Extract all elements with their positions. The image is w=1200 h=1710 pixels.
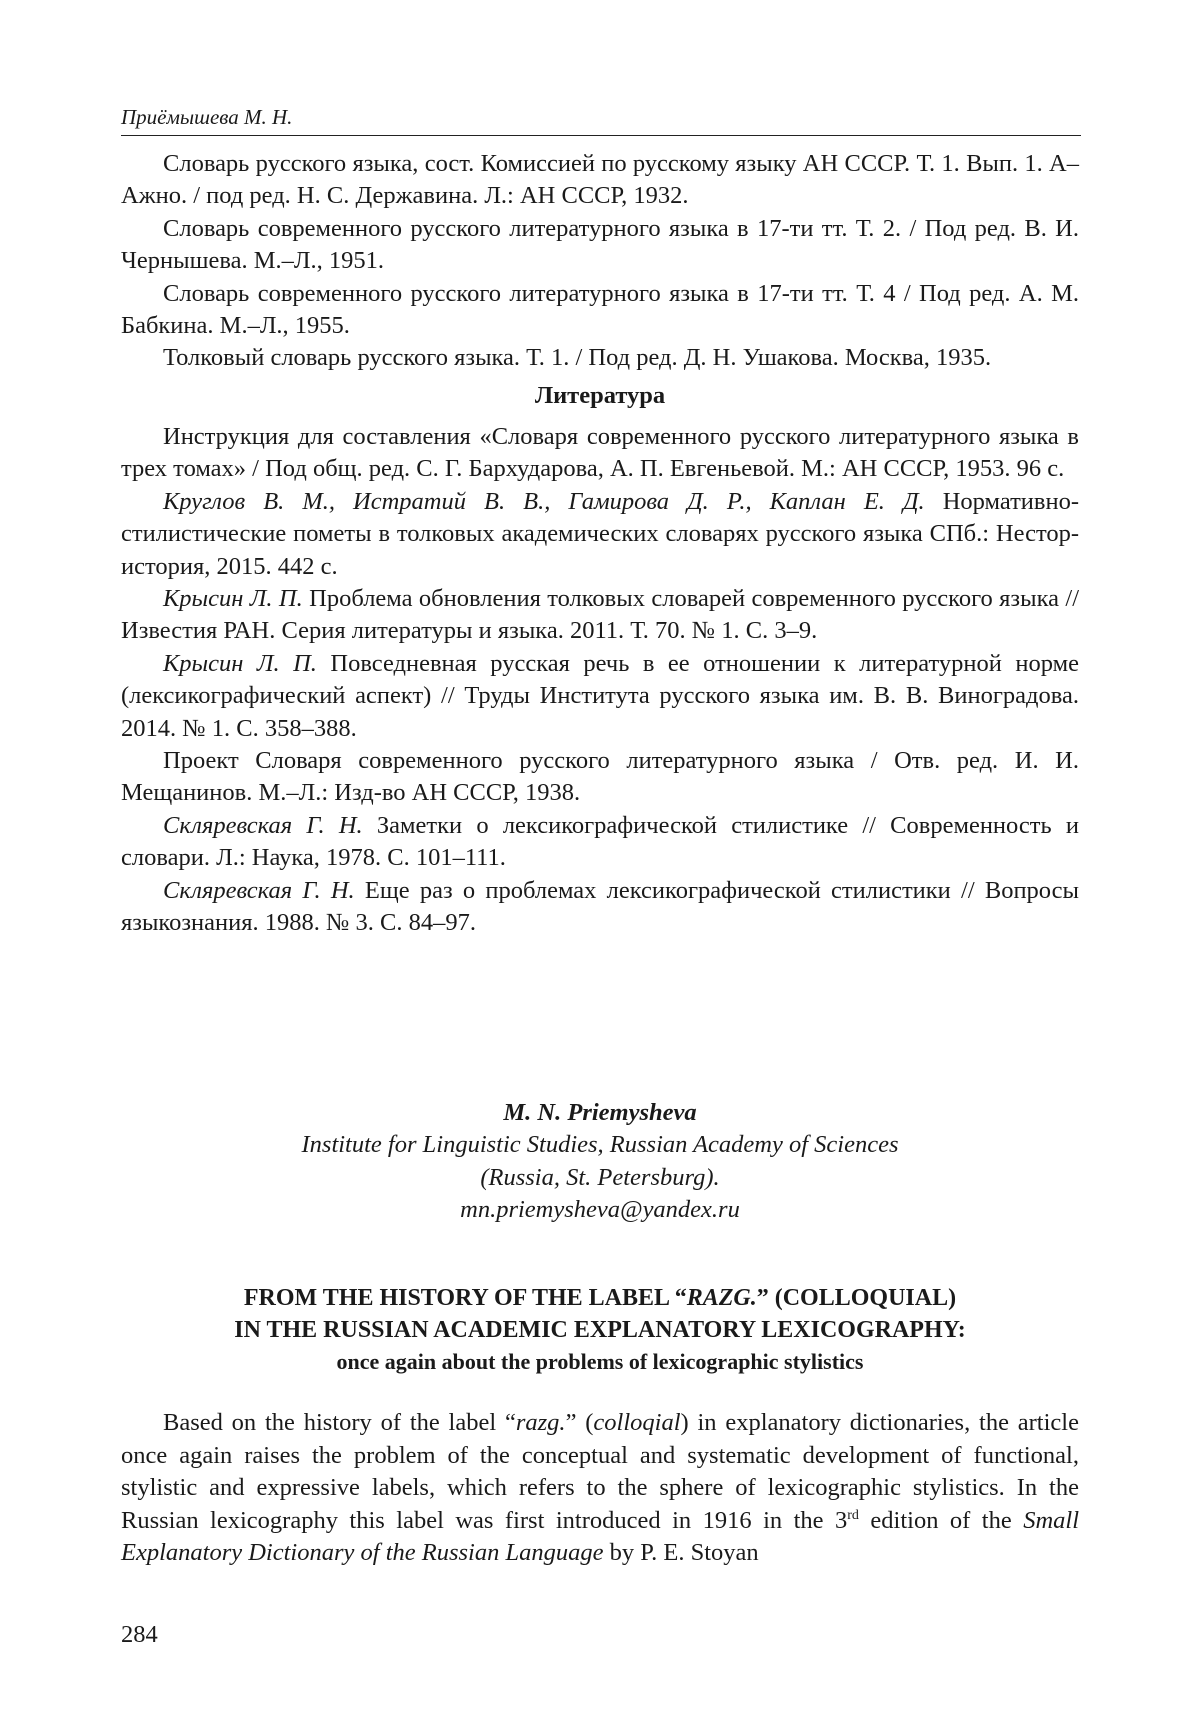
reference-entry <box>121 583 1079 648</box>
running-head: Приёмышева М. Н. <box>121 105 293 129</box>
author-block <box>121 1097 1079 1227</box>
reference-authors: Круглов В. М., Истратий В. В., Гамирова Д. Р., Каплан Е. Д. <box>163 487 925 515</box>
abstract-italic: Small Explanatory Dictionary of the Russian Language <box>121 1506 1079 1567</box>
reference-entry <box>121 486 1079 583</box>
sources-list <box>121 148 1079 375</box>
title-part: ” (COLLOQUIAL) <box>756 1285 957 1311</box>
reference-text: Заметки о лексикографической стилистике // Современность и словари. Л.: Наука, 1978. С. 101–111. <box>121 811 1079 872</box>
abstract-italic: colloqial <box>593 1409 681 1436</box>
abstract <box>121 1407 1079 1570</box>
abstract-text: ) in explanatory dictionaries, the article once again raises the problem of the conceptual and systematic development of functional, stylistic and expressive labels, which refers to the sphere of lexicographic stylistics. In the Russian lexicography this label was first introduced in 1916 in the 3 <box>121 1409 1079 1534</box>
reference-text: Повседневная русская речь в ее отношении к литературной норме (лексикографический аспект) // Труды Института русского языка им. В. В. Виноградова. 2014. № 1. С. 358–388. <box>121 649 1079 742</box>
article-title <box>121 1282 1079 1377</box>
page-number: 284 <box>121 1621 158 1648</box>
author-email: mn.priemysheva@yandex.ru <box>460 1196 740 1224</box>
reference-entry <box>121 421 1079 486</box>
title-label: RAZG. <box>686 1285 757 1311</box>
abstract-italic: razg. <box>515 1409 566 1436</box>
reference-text: Проект Словаря современного русского литературного языка / Отв. ред. И. И. Мещанинов. М.–Л.: Изд-во АН СССР, 1938. <box>121 747 1079 807</box>
abstract-text: by P. E. Stoyan <box>603 1539 759 1567</box>
author-institution: Institute for Linguistic Studies, Russian Academy of Sciences <box>301 1131 899 1159</box>
reference-entry <box>121 810 1079 875</box>
reference-text: Нормативно-стилистические пометы в толковых академических словарях русского языка СПб.: Нестор-история, 2015. 442 с. <box>121 487 1079 580</box>
abstract-text: ” ( <box>565 1409 594 1436</box>
source-entry: Толковый словарь русского языка. Т. 1. / Под ред. Д. Н. Ушакова. Москва, 1935. <box>163 344 992 372</box>
abstract-text: edition of the <box>858 1506 1024 1534</box>
source-entry: Словарь русского языка, сост. Комиссией по русскому языку АН СССР. Т. 1. Вып. 1. А–Ажно. / под ред. Н. С. Державина. Л.: АН СССР, 1932. <box>121 150 1079 210</box>
reference-entry <box>121 875 1079 940</box>
source-entry: Словарь современного русского литературного языка в 17-ти тт. Т. 2. / Под ред. В. И. Чернышева. М.–Л., 1951. <box>121 214 1079 275</box>
article-title-line-2: IN THE RUSSIAN ACADEMIC EXPLANATORY LEXICOGRAPHY: <box>234 1317 966 1344</box>
reference-text: Проблема обновления толковых словарей современного русского языка // Известия РАН. Серия литературы и языка. 2011. Т. 70. № 1. С. 3–9. <box>121 585 1079 645</box>
abstract-text: Based on the history of the label “ <box>163 1409 516 1436</box>
reference-entry <box>121 648 1079 745</box>
header-rule <box>121 135 1081 136</box>
source-entry: Словарь современного русского литературного языка в 17-ти тт. Т. 4 / Под ред. А. М. Бабкина. М.–Л., 1955. <box>121 279 1079 340</box>
reference-text: Еще раз о проблемах лексикографической стилистики // Вопросы языкознания. 1988. № 3. С. 84–97. <box>121 876 1080 937</box>
abstract-paragraph <box>121 1407 1079 1570</box>
reference-authors: Крысин Л. П. <box>163 649 317 677</box>
abstract-superscript: rd <box>847 1507 859 1523</box>
reference-authors: Крысин Л. П. <box>163 585 303 613</box>
author-location: (Russia, St. Petersburg). <box>480 1163 720 1191</box>
literature-list <box>121 421 1079 940</box>
reference-authors: Скляревская Г. Н. <box>163 876 355 904</box>
reference-text: Инструкция для составления «Словаря современного русского литературного языка в трех томах» / Под общ. ред. С. Г. Бархударова, А. П. Евгеньевой. М.: АН СССР, 1953. 96 с. <box>121 423 1079 483</box>
title-part: FROM THE HISTORY OF THE LABEL “ <box>243 1285 687 1311</box>
article-title-line-1 <box>121 1282 1079 1314</box>
article-subtitle: once again about the problems of lexicographic stylistics <box>336 1348 864 1374</box>
author-name: M. N. Priemysheva <box>503 1099 697 1126</box>
literature-heading: Литература <box>534 382 666 409</box>
reference-entry <box>121 745 1079 810</box>
reference-authors: Скляревская Г. Н. <box>163 811 363 839</box>
